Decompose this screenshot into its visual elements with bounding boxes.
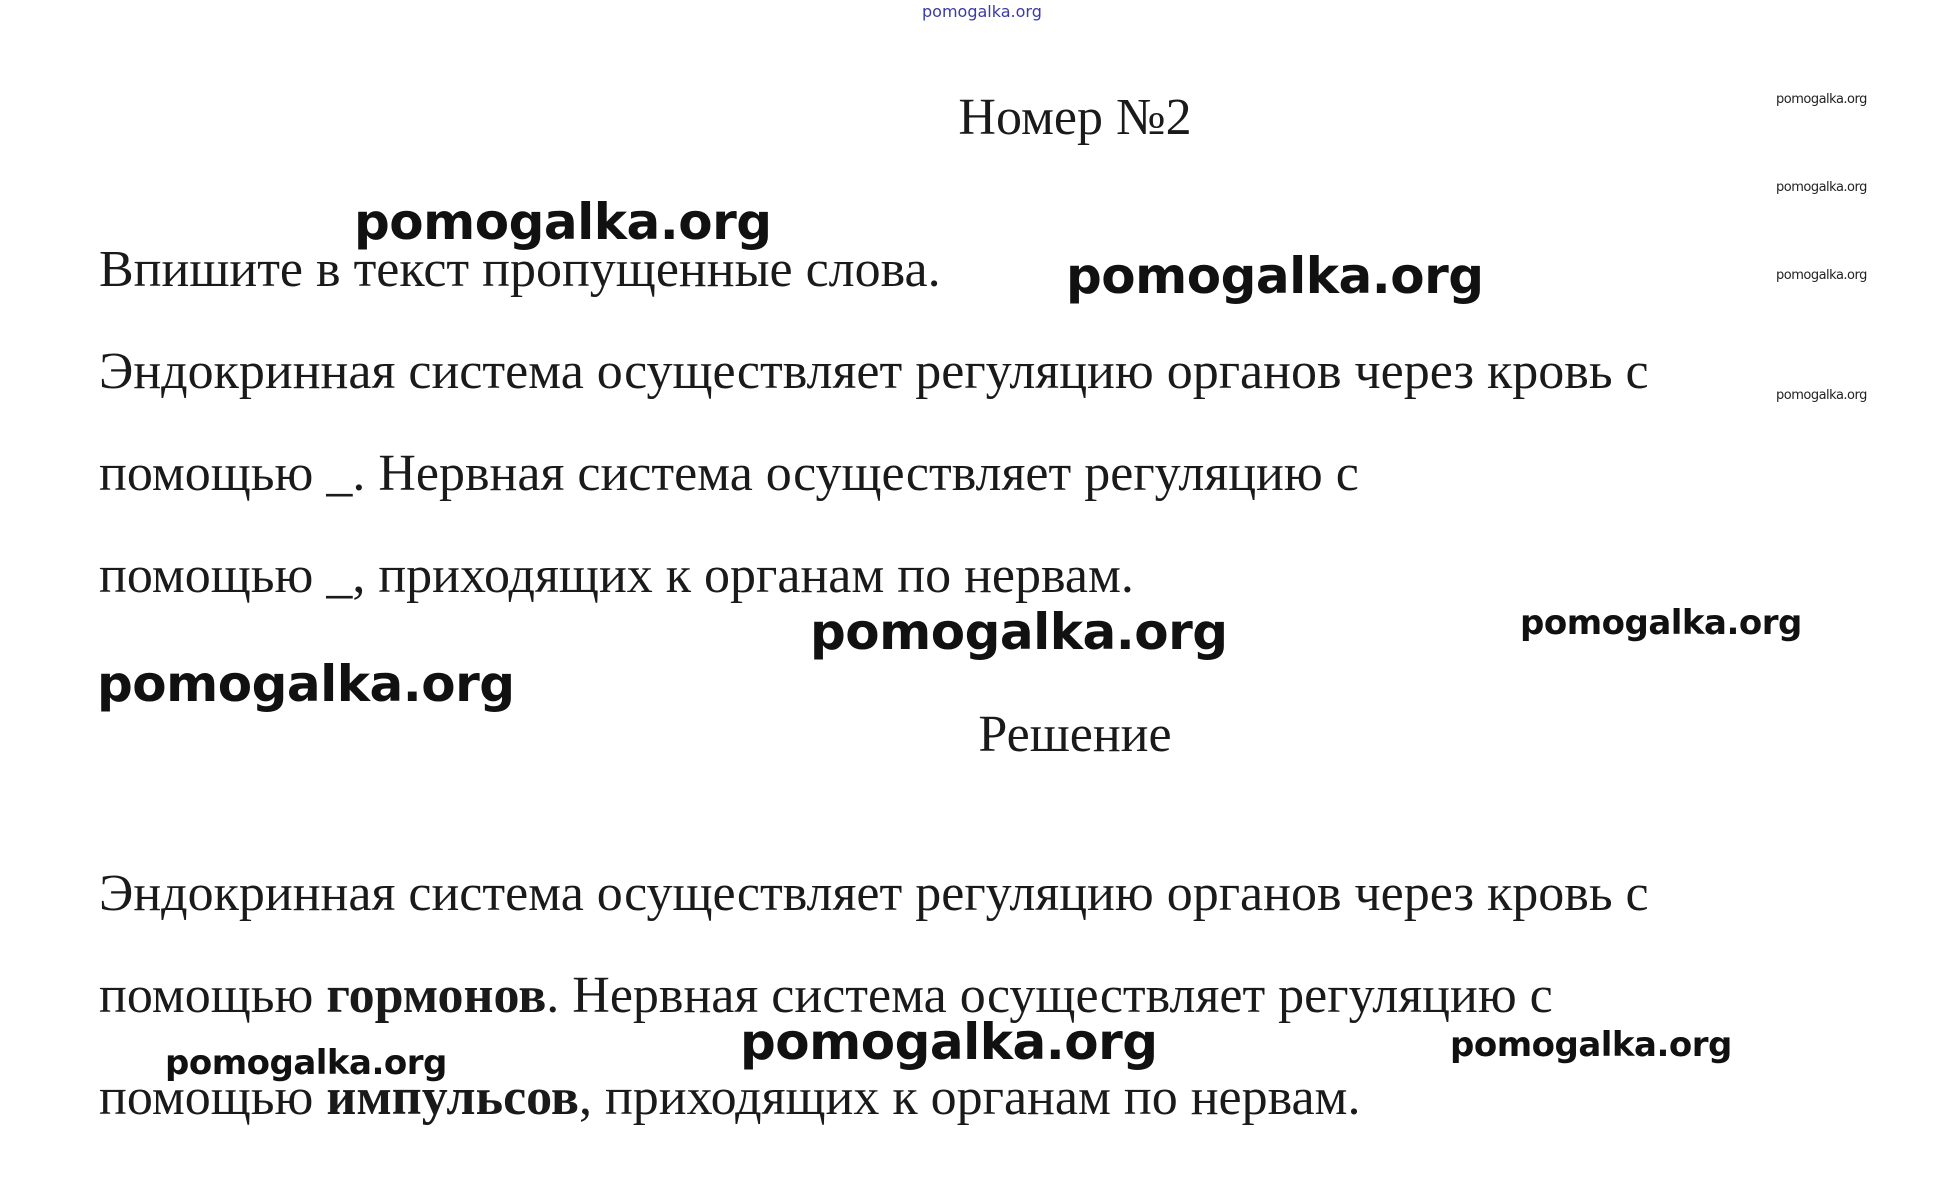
header-watermark: pomogalka.org [922, 2, 1042, 21]
watermark: pomogalka.org [810, 603, 1228, 661]
solution-line-3-start: помощью [99, 1069, 327, 1126]
answer-hormones: гормонов [326, 967, 547, 1024]
task-line-2: помощью _. Нервная система осуществляет регуляцию с [99, 445, 1359, 502]
watermark: pomogalka.org [1450, 1025, 1732, 1065]
watermark: pomogalka.org [1066, 247, 1484, 305]
watermark: pomogalka.org [740, 1013, 1158, 1071]
watermark: pomogalka.org [165, 1043, 447, 1083]
watermark: pomogalka.org [354, 193, 772, 251]
watermark: pomogalka.org [97, 655, 515, 713]
task-instruction: Впишите в текст пропущенные слова. [99, 241, 941, 298]
watermark-small: pomogalka.org [1776, 92, 1867, 107]
answer-impulses: импульсов [326, 1069, 579, 1126]
watermark-small: pomogalka.org [1776, 388, 1867, 403]
watermark-small: pomogalka.org [1776, 268, 1867, 283]
solution-line-2-end: . Нервная система осуществляет регуляцию с [546, 967, 1553, 1024]
solution-line-3-end: , приходящих к органам по нервам. [578, 1069, 1361, 1126]
solution-title: Решение [978, 706, 1172, 763]
watermark: pomogalka.org [1520, 603, 1802, 643]
solution-line-2-start: помощью [99, 967, 327, 1024]
task-line-1: Эндокринная система осуществляет регуляцию органов через кровь с [99, 343, 1649, 400]
page-title: Номер №2 [958, 89, 1192, 146]
watermark-small: pomogalka.org [1776, 180, 1867, 195]
solution-line-1: Эндокринная система осуществляет регуляцию органов через кровь с [99, 865, 1649, 922]
task-line-3: помощью _, приходящих к органам по нервам. [99, 547, 1134, 604]
